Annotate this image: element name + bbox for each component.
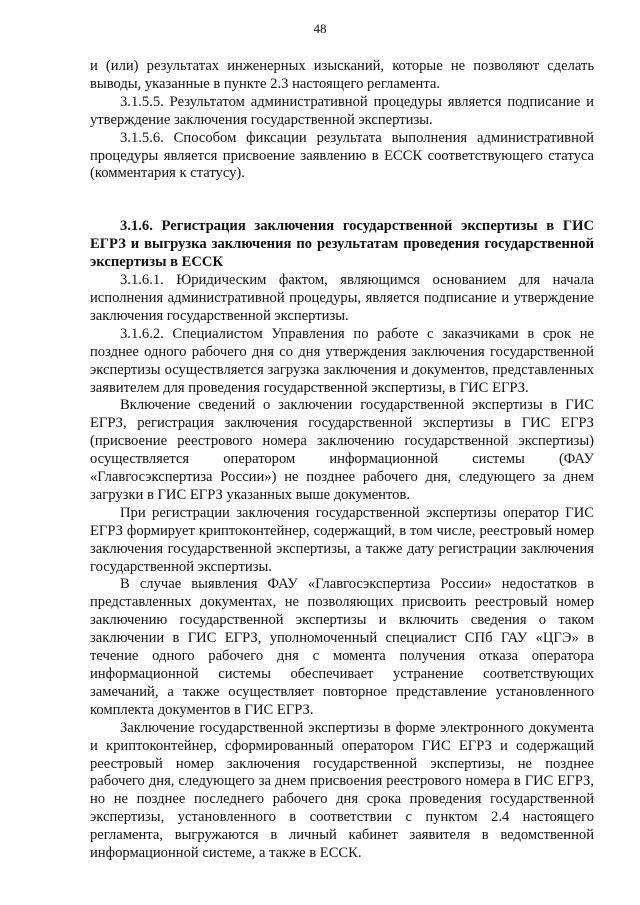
paragraph-deficiencies: В случае выявления ФАУ «Главгосэкспертиза России» недостатков в представленных документах, не позволяющих присвоить реестровый номер заключению государственной экспертизы и включить сведения о таком заключении в ГИС ЕГРЗ, уполномоченный специалист СПб ГАУ «ЦГЭ» в течение одного рабочего дня с момента получения отказа оператора информационной системы обеспечивает устранение соответствующих замечаний, а также осуществляет повторное представление установленного комплекта документов в ГИС ЕГРЗ. [90, 576, 594, 718]
paragraph-3-1-5-6: 3.1.5.6. Способом фиксации результата выполнения административной процедуры является присвоение заявлению в ЕССК соответствующего статуса (комментария к статусу). [90, 129, 594, 182]
paragraph-registration: При регистрации заключения государственной экспертизы оператор ГИС ЕГРЗ формирует криптоконтейнер, содержащий, в том числе, реестровый номер заключения государственной экспертизы, а также дату регистрации заключения государственной экспертизы. [90, 504, 594, 575]
paragraph-3-1-6-1: 3.1.6.1. Юридическим фактом, являющимся основанием для начала исполнения административной процедуры, является подписание и утверждение заключения государственной экспертизы. [90, 272, 594, 324]
section-heading-3-1-6: 3.1.6. Регистрация заключения государственной экспертизы в ГИС ЕГРЗ и выгрузка заключения по результатам проведения государственной экспертизы в ЕССК [90, 218, 594, 271]
paragraph-inclusion: Включение сведений о заключении государственной экспертизы в ГИС ЕГРЗ, регистрация заключения государственной экспертизы в ГИС ЕГРЗ (присвоение реестрового номера заключению государственной экспертизы) осуществляется оператором информационной системы (ФАУ «Главгосэкспертиза России») не позднее рабочего дня, следующего за днем загрузки в ГИС ЕГРЗ указанных выше документов. [90, 397, 594, 503]
paragraph-3-1-5-5: 3.1.5.5. Результатом административной процедуры является подписание и утверждение заключения государственной экспертизы. [90, 93, 594, 128]
paragraph-upload: Заключение государственной экспертизы в форме электронного документа и криптоконтейнер, сформированный оператором ГИС ЕГРЗ и содержащий реестровый номер заключения государственной экспертизы, не позднее рабочего дня, следующего за днем присвоения реестрового номера в ГИС ЕГРЗ, но не позднее последнего рабочего дня срока проведения государственной экспертизы, установленного в соответствии с пунктом 2.4 настоящего регламента, выгружаются в личный кабинет заявителя в ведомственной информационной системе, а также в ЕССК. [90, 719, 594, 862]
page-number: 48 [313, 21, 327, 36]
paragraph-continuation: и (или) результатах инженерных изысканий, которые не позволяют сделать выводы, указанные в пункте 2.3 настоящего регламента. [90, 58, 594, 92]
document-body [90, 58, 594, 863]
paragraph-3-1-6-2: 3.1.6.2. Специалистом Управления по работе с заказчиками в срок не позднее одного рабочего дня со дня утверждения заключения государственной экспертизы осуществляется загрузка заключения и документов, представленных заявителем для проведения государственной экспертизы, в ГИС ЕГРЗ. [90, 325, 594, 396]
